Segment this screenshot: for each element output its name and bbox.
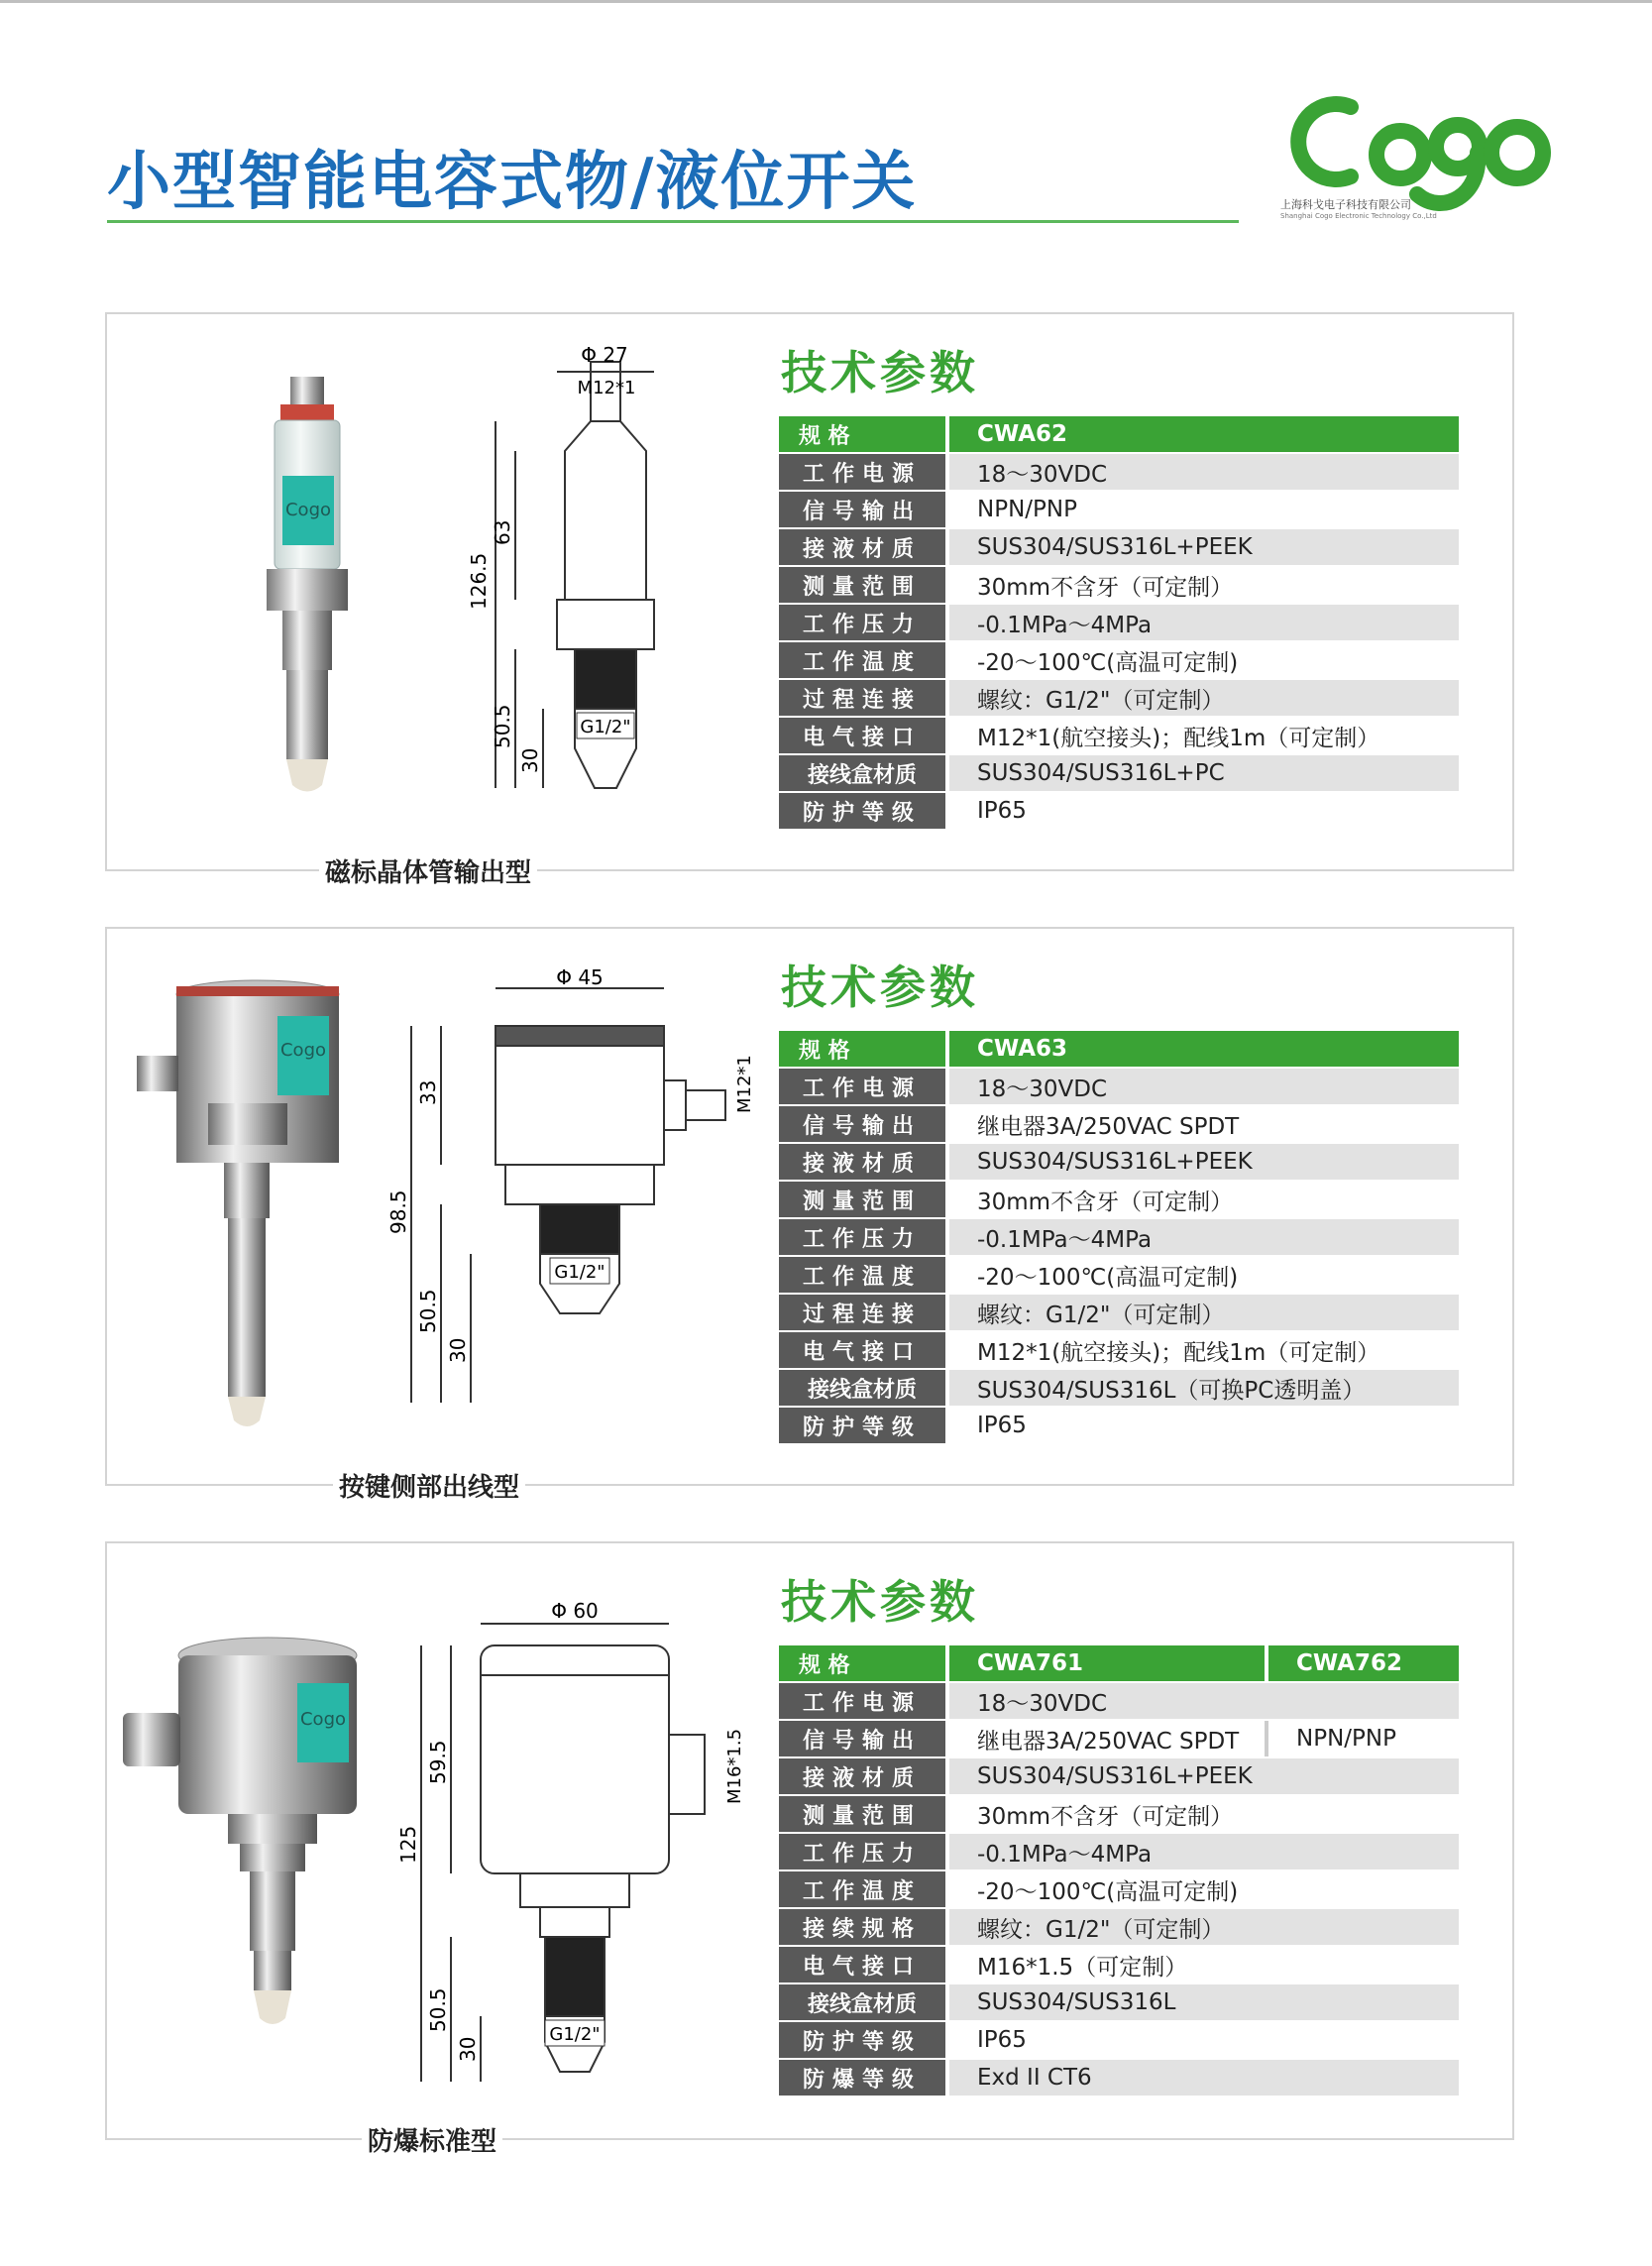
spec-label: 工作电源 bbox=[779, 454, 945, 490]
spec-header-row bbox=[779, 1645, 1459, 1681]
spec-label: 防爆等级 bbox=[779, 2060, 945, 2096]
spec-model: CWA63 bbox=[949, 1031, 1459, 1067]
spec-row bbox=[779, 2060, 1459, 2096]
spec-row bbox=[779, 454, 1459, 490]
spec-row bbox=[779, 1106, 1459, 1142]
spec-value: 螺纹：G1/2"（可定制） bbox=[949, 680, 1459, 716]
spec-row bbox=[779, 1984, 1459, 2020]
spec-value: IP65 bbox=[949, 1408, 1459, 1443]
spec-label: 工作温度 bbox=[779, 1257, 945, 1293]
spec-value: 18～30VDC bbox=[949, 1069, 1459, 1104]
spec-value: NPN/PNP bbox=[1268, 1721, 1459, 1756]
spec-value: 螺纹：G1/2"（可定制） bbox=[949, 1295, 1459, 1330]
spec-value: 继电器3A/250VAC SPDT bbox=[949, 1106, 1459, 1142]
dim-thread: G1/2" bbox=[580, 717, 631, 737]
spec-row bbox=[779, 1069, 1459, 1104]
spec-value: SUS304/SUS316L+PEEK bbox=[949, 1758, 1459, 1794]
spec-row bbox=[779, 1219, 1459, 1255]
spec-label: 电气接口 bbox=[779, 1332, 945, 1368]
spec-row bbox=[779, 1144, 1459, 1180]
spec-label: 测量范围 bbox=[779, 1796, 945, 1832]
spec-label: 防护等级 bbox=[779, 2022, 945, 2058]
spec-row bbox=[779, 1909, 1459, 1945]
dim-connector: M16*1.5 bbox=[724, 1728, 745, 1804]
spec-label: 工作压力 bbox=[779, 605, 945, 640]
spec-label: 接液材质 bbox=[779, 1144, 945, 1180]
spec-row bbox=[779, 567, 1459, 603]
dim-diameter: Φ 27 bbox=[581, 343, 628, 367]
spec-label: 工作温度 bbox=[779, 1871, 945, 1907]
spec-row bbox=[779, 1332, 1459, 1368]
spec-row bbox=[779, 1796, 1459, 1832]
spec-value: 继电器3A/250VAC SPDT bbox=[949, 1721, 1265, 1756]
spec-value: M16*1.5（可定制） bbox=[949, 1947, 1459, 1983]
spec-label: 测量范围 bbox=[779, 1182, 945, 1217]
dim-total-height: 98.5 bbox=[386, 1190, 410, 1234]
spec-table bbox=[779, 1643, 1459, 2097]
spec-row bbox=[779, 2022, 1459, 2058]
product-caption: 磁标晶体管输出型 bbox=[319, 852, 537, 889]
spec-label: 信号输出 bbox=[779, 492, 945, 527]
spec-row bbox=[779, 1408, 1459, 1443]
top-border bbox=[0, 0, 1652, 3]
spec-label: 信号输出 bbox=[779, 1721, 945, 1756]
spec-label: 过程连接 bbox=[779, 680, 945, 716]
spec-value: M12*1(航空接头)；配线1m（可定制） bbox=[949, 1332, 1459, 1368]
product-caption: 按键侧部出线型 bbox=[333, 1467, 525, 1504]
spec-value: IP65 bbox=[949, 793, 1459, 829]
photo-logo-text: Cogo bbox=[299, 1709, 347, 1730]
spec-model: CWA761 bbox=[949, 1645, 1265, 1681]
spec-value: SUS304/SUS316L+PEEK bbox=[949, 529, 1459, 565]
spec-header-label: 规 格 bbox=[799, 1652, 850, 1678]
spec-value: 30mm不含牙（可定制） bbox=[949, 1182, 1459, 1217]
dimension-drawing bbox=[466, 332, 704, 828]
product-caption: 防爆标准型 bbox=[362, 2121, 502, 2158]
spec-header-row bbox=[779, 416, 1459, 452]
spec-label: 工作电源 bbox=[779, 1683, 945, 1719]
spec-value: -20～100℃(高温可定制) bbox=[949, 1871, 1459, 1907]
spec-row bbox=[779, 605, 1459, 640]
dimension-drawing bbox=[382, 966, 758, 1422]
logo-company-cn: 上海科戈电子科技有限公司 bbox=[1280, 198, 1411, 211]
spec-value: -0.1MPa～4MPa bbox=[949, 1834, 1459, 1869]
spec-label: 电气接口 bbox=[779, 718, 945, 753]
dim-thread: G1/2" bbox=[554, 1262, 606, 1283]
product-photo bbox=[253, 377, 362, 798]
dim-total-height: 125 bbox=[396, 1825, 420, 1864]
spec-value: SUS304/SUS316L+PC bbox=[949, 755, 1459, 791]
spec-title: 技术参数 bbox=[781, 346, 979, 399]
spec-label: 过程连接 bbox=[779, 1295, 945, 1330]
dim-tip-height: 30 bbox=[456, 2036, 480, 2062]
spec-header-label: 规 格 bbox=[799, 423, 850, 449]
dim-body-height: 63 bbox=[491, 519, 514, 545]
spec-row bbox=[779, 718, 1459, 753]
spec-row bbox=[779, 755, 1459, 791]
spec-row bbox=[779, 1834, 1459, 1869]
spec-value: 30mm不含牙（可定制） bbox=[949, 1796, 1459, 1832]
dim-body-height: 33 bbox=[416, 1079, 440, 1105]
spec-row bbox=[779, 1295, 1459, 1330]
spec-value: -0.1MPa～4MPa bbox=[949, 1219, 1459, 1255]
spec-table bbox=[779, 1029, 1459, 1445]
spec-label: 接线盒材质 bbox=[779, 755, 945, 791]
spec-row bbox=[779, 1182, 1459, 1217]
spec-value: IP65 bbox=[949, 2022, 1459, 2058]
dim-body-height: 59.5 bbox=[426, 1740, 450, 1784]
spec-value: M12*1(航空接头)；配线1m（可定制） bbox=[949, 718, 1459, 753]
spec-label: 信号输出 bbox=[779, 1106, 945, 1142]
dim-connector: M12*1 bbox=[734, 1055, 755, 1113]
title-underline bbox=[107, 220, 1239, 223]
spec-title: 技术参数 bbox=[781, 1575, 979, 1629]
photo-logo-text: Cogo bbox=[279, 1040, 327, 1061]
logo-company-en: Shanghai Cogo Electronic Technology Co.,Ltd bbox=[1280, 212, 1437, 220]
dim-lower-height: 50.5 bbox=[426, 1987, 450, 2032]
spec-row bbox=[779, 1947, 1459, 1983]
spec-row bbox=[779, 1370, 1459, 1406]
dim-lower-height: 50.5 bbox=[491, 704, 514, 748]
spec-row bbox=[779, 793, 1459, 829]
spec-label: 防护等级 bbox=[779, 793, 945, 829]
dim-connector: M12*1 bbox=[577, 378, 636, 398]
spec-label: 工作压力 bbox=[779, 1834, 945, 1869]
spec-row bbox=[779, 492, 1459, 527]
spec-model: CWA762 bbox=[1268, 1645, 1459, 1681]
dim-thread: G1/2" bbox=[549, 2024, 601, 2045]
spec-label: 接液材质 bbox=[779, 529, 945, 565]
spec-label: 接续规格 bbox=[779, 1909, 945, 1945]
spec-label: 工作压力 bbox=[779, 1219, 945, 1255]
dim-lower-height: 50.5 bbox=[416, 1289, 440, 1333]
cogo-logo bbox=[1273, 77, 1561, 256]
spec-row bbox=[779, 1257, 1459, 1293]
spec-row bbox=[779, 1871, 1459, 1907]
spec-value: -20～100℃(高温可定制) bbox=[949, 1257, 1459, 1293]
spec-table bbox=[779, 414, 1459, 831]
page-title: 小型智能电容式物/液位开关 bbox=[107, 146, 918, 219]
spec-row bbox=[779, 1683, 1459, 1719]
dim-diameter: Φ 45 bbox=[556, 966, 604, 989]
spec-value: SUS304/SUS316L（可换PC透明盖） bbox=[949, 1370, 1459, 1406]
photo-logo-text: Cogo bbox=[284, 500, 332, 520]
spec-value: SUS304/SUS316L+PEEK bbox=[949, 1144, 1459, 1180]
spec-row bbox=[779, 1758, 1459, 1794]
spec-label: 接线盒材质 bbox=[779, 1984, 945, 2020]
spec-value: NPN/PNP bbox=[949, 492, 1459, 527]
spec-value: 30mm不含牙（可定制） bbox=[949, 567, 1459, 603]
spec-header-label: 规 格 bbox=[799, 1038, 850, 1064]
dim-diameter: Φ 60 bbox=[551, 1599, 599, 1623]
product-photo bbox=[119, 1636, 377, 2052]
dim-tip-height: 30 bbox=[446, 1337, 470, 1363]
spec-title: 技术参数 bbox=[781, 961, 979, 1014]
spec-label: 工作电源 bbox=[779, 1069, 945, 1104]
spec-row bbox=[779, 642, 1459, 678]
spec-row bbox=[779, 1721, 1459, 1756]
spec-value: -0.1MPa～4MPa bbox=[949, 605, 1459, 640]
spec-header-row bbox=[779, 1031, 1459, 1067]
product-photo bbox=[129, 976, 347, 1432]
spec-model: CWA62 bbox=[949, 416, 1459, 452]
spec-value: 18～30VDC bbox=[949, 1683, 1459, 1719]
spec-label: 接液材质 bbox=[779, 1758, 945, 1794]
spec-label: 测量范围 bbox=[779, 567, 945, 603]
dim-total-height: 126.5 bbox=[467, 552, 491, 610]
dim-tip-height: 30 bbox=[518, 747, 542, 773]
spec-label: 防护等级 bbox=[779, 1408, 945, 1443]
spec-value: 螺纹：G1/2"（可定制） bbox=[949, 1909, 1459, 1945]
spec-row bbox=[779, 529, 1459, 565]
spec-value: Exd II CT6 bbox=[949, 2060, 1459, 2096]
spec-label: 工作温度 bbox=[779, 642, 945, 678]
spec-value: 18～30VDC bbox=[949, 454, 1459, 490]
spec-value: -20～100℃(高温可定制) bbox=[949, 642, 1459, 678]
spec-value: SUS304/SUS316L bbox=[949, 1984, 1459, 2020]
dimension-drawing bbox=[382, 1596, 758, 2101]
spec-label: 接线盒材质 bbox=[779, 1370, 945, 1406]
spec-label: 电气接口 bbox=[779, 1947, 945, 1983]
spec-row bbox=[779, 680, 1459, 716]
